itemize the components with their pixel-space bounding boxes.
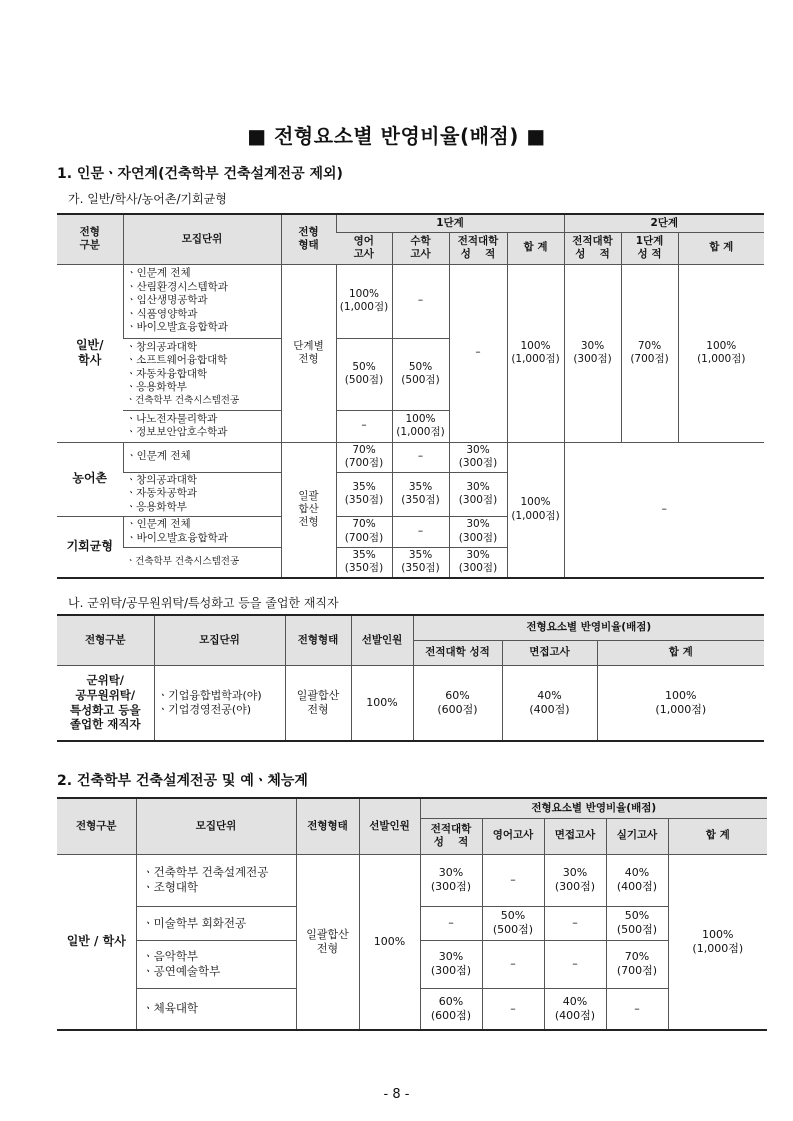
unit-list-g1 xyxy=(123,264,281,338)
header-selection: 선발인원 xyxy=(351,615,413,665)
header-type-group: 전형구분 xyxy=(57,798,136,854)
admission-ratio-table-a xyxy=(57,213,764,579)
header-sum: 합 계 xyxy=(507,232,564,264)
header-sum: 합 계 xyxy=(668,818,767,854)
cell-value: 30% (300점) xyxy=(420,940,482,988)
list-item: ㆍ인문계 전체 xyxy=(126,267,191,280)
header-form: 전형형태 xyxy=(296,798,359,854)
cell-value: 100% (1,000점) xyxy=(507,264,564,442)
unit-list xyxy=(136,906,296,940)
header-univ-grade: 전적대학 성 적 xyxy=(420,818,482,854)
cell-value: 50% (500점) xyxy=(392,338,449,410)
list-item: ㆍ식품영양학과 xyxy=(126,307,198,320)
cell-value: 70% (700점) xyxy=(621,264,678,442)
header-univ-grade: 전적대학 성 적 xyxy=(449,232,507,264)
cell-value: 30% (300점) xyxy=(449,516,507,547)
form-general: 단계별 전형 xyxy=(281,264,336,442)
cell-value: 100% (1,000점) xyxy=(507,442,564,578)
list-item: ㆍ산림환경시스템학과 xyxy=(126,280,228,293)
cell-value: 50% (500점) xyxy=(482,906,544,940)
cell-value: 100% (1,000점) xyxy=(392,410,449,442)
list-item: ㆍ미술학부 회화전공 xyxy=(142,915,247,930)
list-item: ㆍ소프트웨어융합대학 xyxy=(126,354,228,367)
subsection-b-title: 나. 군위탁/공무원위탁/특성화고 등을 졸업한 재직자 xyxy=(68,596,339,610)
header-unit: 모집단위 xyxy=(123,214,281,264)
cell-value: 40% (400점) xyxy=(502,665,597,741)
section2-title: 2. 건축학부 건축설계전공 및 예ㆍ체능계 xyxy=(57,773,308,789)
cell-value: – xyxy=(564,442,764,578)
header-interview: 면접고사 xyxy=(502,640,597,665)
header-selection: 선발인원 xyxy=(359,798,420,854)
cell-value: – xyxy=(392,442,449,472)
cell-value: 35% (350점) xyxy=(392,547,449,578)
unit-list-b2 xyxy=(123,547,281,578)
cell-value: 40% (400점) xyxy=(606,854,668,906)
form-lump: 일괄합산 전형 xyxy=(285,665,351,741)
cell-value: 60% (600점) xyxy=(413,665,502,741)
header-math: 수학 고사 xyxy=(392,232,449,264)
list-item: ㆍ인문계 전체 xyxy=(126,450,191,463)
list-item: ㆍ건축학부 건축시스템전공 xyxy=(126,556,240,568)
cell-value: 70% (700점) xyxy=(336,516,392,547)
cell-value: – xyxy=(482,988,544,1030)
unit-list-g3 xyxy=(123,410,281,442)
unit-list xyxy=(154,665,285,741)
header-ratio: 전형요소별 반영비율(배점) xyxy=(420,798,767,818)
cell-value: 100% (1,000점) xyxy=(597,665,764,741)
list-item: ㆍ음악학부 xyxy=(142,949,199,964)
unit-list-b1 xyxy=(123,516,281,547)
header-stage2-univ: 전적대학 성 적 xyxy=(564,232,621,264)
header-form: 전형형태 xyxy=(285,615,351,665)
cell-value: – xyxy=(336,410,392,442)
unit-list xyxy=(136,854,296,906)
header-ratio: 전형요소별 반영비율(배점) xyxy=(413,615,764,640)
list-item: ㆍ인문계 전체 xyxy=(126,518,191,531)
form-lump: 일괄합산 전형 xyxy=(296,854,359,1030)
section1-title: 1. 인문ㆍ자연계(건축학부 건축설계전공 제외) xyxy=(57,166,343,182)
cell-value: – xyxy=(544,906,606,940)
cell-value: – xyxy=(606,988,668,1030)
header-stage2-first: 1단계 성 적 xyxy=(621,232,678,264)
list-item: ㆍ창의공과대학 xyxy=(126,473,198,486)
admission-ratio-table-b xyxy=(57,614,764,742)
unit-list-r1 xyxy=(123,442,281,472)
cell-value: – xyxy=(482,854,544,906)
unit-list-g2 xyxy=(123,338,281,410)
header-form: 전형 형태 xyxy=(281,214,336,264)
list-item: ㆍ나노전자물리학과 xyxy=(126,412,218,425)
group-balance: 기회균형 xyxy=(57,516,123,578)
header-english: 영어고사 xyxy=(482,818,544,854)
list-item: ㆍ바이오발효융합학과 xyxy=(126,531,228,544)
cell-value: – xyxy=(482,940,544,988)
list-item: ㆍ응용화학부 xyxy=(126,500,187,513)
cell-value: 50% (500점) xyxy=(606,906,668,940)
cell-value: – xyxy=(449,264,507,442)
list-item: ㆍ공연예술학부 xyxy=(142,964,221,978)
cell-value: 100% (1,000점) xyxy=(678,264,764,442)
group-commissioned: 군위탁/ 공무원위탁/ 특성화고 등을 졸업한 재직자 xyxy=(57,665,154,741)
group-rural: 농어촌 xyxy=(57,442,123,516)
cell-value: 100% (1,000점) xyxy=(336,264,392,338)
subsection-a-title: 가. 일반/학사/농어촌/기회균형 xyxy=(68,192,227,206)
group-general: 일반 / 학사 xyxy=(57,854,136,1030)
header-unit: 모집단위 xyxy=(154,615,285,665)
header-interview: 면접고사 xyxy=(544,818,606,854)
header-sum: 합 계 xyxy=(597,640,764,665)
cell-value: 60% (600점) xyxy=(420,988,482,1030)
cell-value: 30% (300점) xyxy=(449,547,507,578)
form-lump: 일괄 합산 전형 xyxy=(281,442,336,578)
selection-value: 100% xyxy=(359,854,420,1030)
cell-value: 30% (300점) xyxy=(449,442,507,472)
cell-value: 100% (1,000점) xyxy=(668,854,767,1030)
cell-value: 40% (400점) xyxy=(544,988,606,1030)
list-item: ㆍ바이오발효융합학과 xyxy=(126,321,228,334)
unit-list xyxy=(136,940,296,988)
list-item: ㆍ응용화학부 xyxy=(126,381,187,394)
group-general: 일반/ 학사 xyxy=(57,264,123,442)
page-number: - 8 - xyxy=(383,1087,410,1102)
list-item: ㆍ자동차융합대학 xyxy=(126,367,208,380)
cell-value: 70% (700점) xyxy=(336,442,392,472)
header-english: 영어 고사 xyxy=(336,232,392,264)
list-item: ㆍ조형대학 xyxy=(142,880,199,894)
cell-value: 50% (500점) xyxy=(336,338,392,410)
header-stage2: 2단계 xyxy=(564,214,764,232)
header-univ-grade: 전적대학 성적 xyxy=(413,640,502,665)
cell-value: – xyxy=(392,516,449,547)
selection-value: 100% xyxy=(351,665,413,741)
cell-value: 35% (350점) xyxy=(336,472,392,516)
header-unit: 모집단위 xyxy=(136,798,296,854)
list-item: ㆍ건축학부 건축설계전공 xyxy=(142,865,269,880)
cell-value: 35% (350점) xyxy=(336,547,392,578)
unit-list xyxy=(136,988,296,1030)
cell-value: 30% (300점) xyxy=(564,264,621,442)
cell-value: – xyxy=(544,940,606,988)
cell-value: 70% (700점) xyxy=(606,940,668,988)
header-practical: 실기고사 xyxy=(606,818,668,854)
cell-value: – xyxy=(420,906,482,940)
header-stage2-sum: 합 계 xyxy=(678,232,764,264)
unit-list-r2 xyxy=(123,472,281,516)
page-title: ■ 전형요소별 반영비율(배점) ■ xyxy=(247,124,546,148)
list-item: ㆍ기업융합법학과(야) xyxy=(157,688,262,702)
list-item: ㆍ창의공과대학 xyxy=(126,341,198,354)
list-item: ㆍ체육대학 xyxy=(142,1001,199,1016)
cell-value: 30% (300점) xyxy=(449,472,507,516)
header-type-group: 전형 구분 xyxy=(57,214,123,264)
cell-value: 35% (350점) xyxy=(392,472,449,516)
header-stage1: 1단계 xyxy=(336,214,564,232)
list-item: ㆍ기업경영전공(야) xyxy=(157,702,252,716)
list-item: ㆍ건축학부 건축시스템전공 xyxy=(126,394,240,406)
cell-value: – xyxy=(392,264,449,338)
cell-value: 30% (300점) xyxy=(420,854,482,906)
header-type-group: 전형구분 xyxy=(57,615,154,665)
cell-value: 30% (300점) xyxy=(544,854,606,906)
admission-ratio-table-2 xyxy=(57,797,767,1031)
list-item: ㆍ정보보안암호수학과 xyxy=(126,426,228,438)
list-item: ㆍ자동차공학과 xyxy=(126,487,198,500)
list-item: ㆍ임산생명공학과 xyxy=(126,294,208,307)
